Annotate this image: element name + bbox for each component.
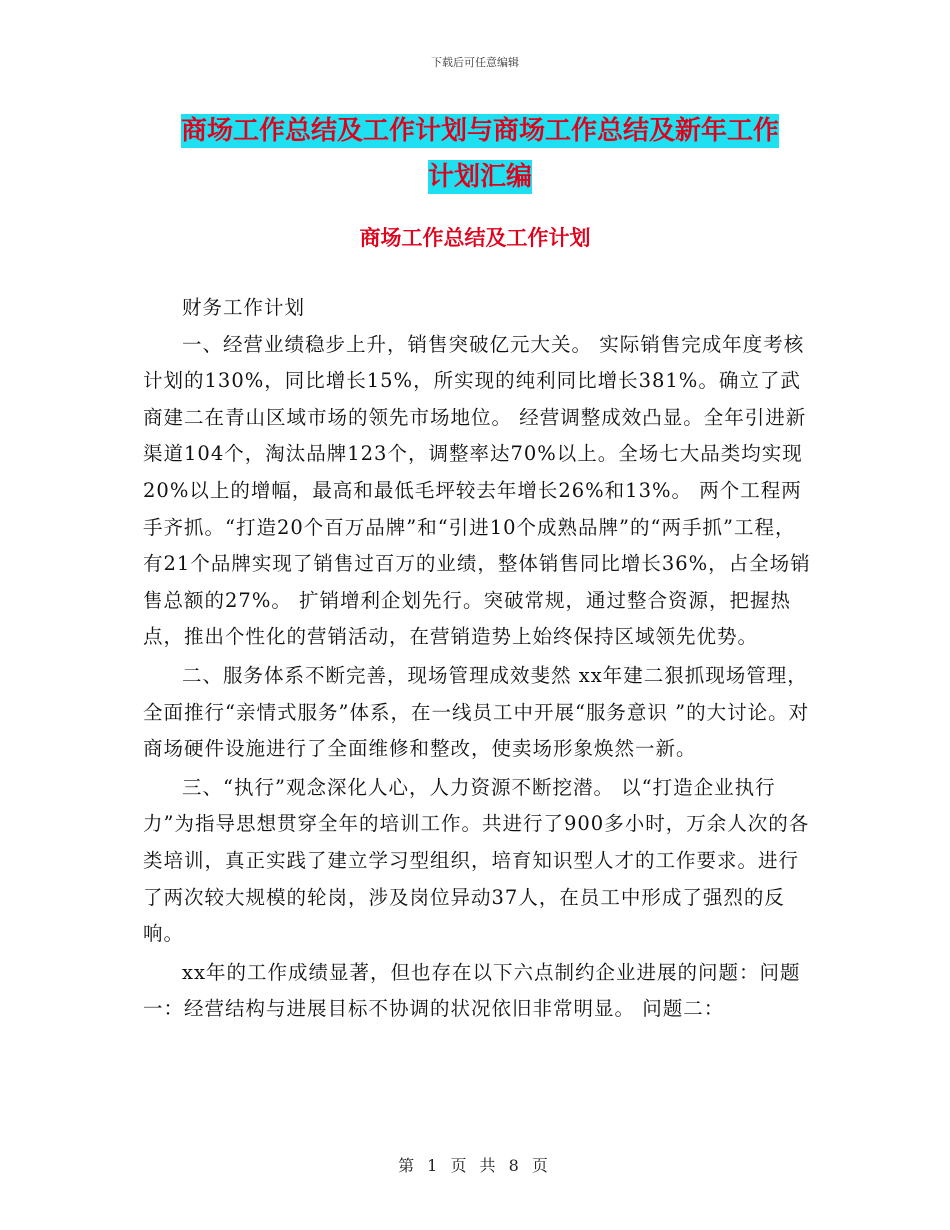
document-title-line-2: 计划汇编 (427, 162, 532, 192)
paragraph: 一、经营业绩稳步上升，销售突破亿元大关。 实际销售完成年度考核计划的130%，同比增长15%，所实现的纯利同比增长381%。确立了武商建二在青山区域市场的领先市场地位。 经营调整成效凸显。全年引进新渠道104个，淘汰品牌123个，调整率达70%以上。全场七大品类均实现20%以上的增幅，最高和最低毛坪较去年增长26%和13%。 两个工程两手齐抓。“打造20个百万品牌”和“引进10个成熟品牌”的“两手抓”工程，有21个品牌实现了销售过百万的业绩，整体销售同比增长36%，占全场销售总额的27%。 扩销增利企划先行。突破常规，通过整合资源，把握热点，推出个性化的营销活动，在营销造势上始终保持区域领先优势。 (143, 332, 811, 649)
paragraph: 财务工作计划 (182, 296, 306, 319)
section-title: 商场工作总结及工作计划 (359, 225, 591, 250)
document-title (140, 108, 820, 200)
header-note: 下载后可任意编辑 (431, 56, 519, 69)
paragraph: 二、服务体系不断完善，现场管理成效斐然 xx年建二狠抓现场管理，全面推行“亲情式服务”体系，在一线员工中开展“服务意识 ”的大讨论。对商场硬件设施进行了全面维修和整改，使卖场形象焕然一新。 (143, 663, 810, 761)
paragraph: 三、“执行”观念深化人心，人力资源不断挖潜。 以“打造企业执行力”为指导思想贯穿全年的培训工作。共进行了900多小时，万余人次的各类培训，真正实践了建立学习型组织，培育知识型人才的工作要求。进行了两次较大规模的轮岗，涉及岗位异动37人，在员工中形成了强烈的反响。 (143, 775, 810, 946)
body-text (143, 290, 811, 1028)
page-number-footer: 第 1 页 共 8 页 (398, 1156, 552, 1175)
document-title-line-1: 商场工作总结及工作计划与商场工作总结及新年工作 (180, 116, 779, 146)
paragraph: xx年的工作成绩显著，但也存在以下六点制约企业进展的问题：问题一：经营结构与进展目标不协调的状况依旧非常明显。 问题二： (143, 960, 801, 1021)
